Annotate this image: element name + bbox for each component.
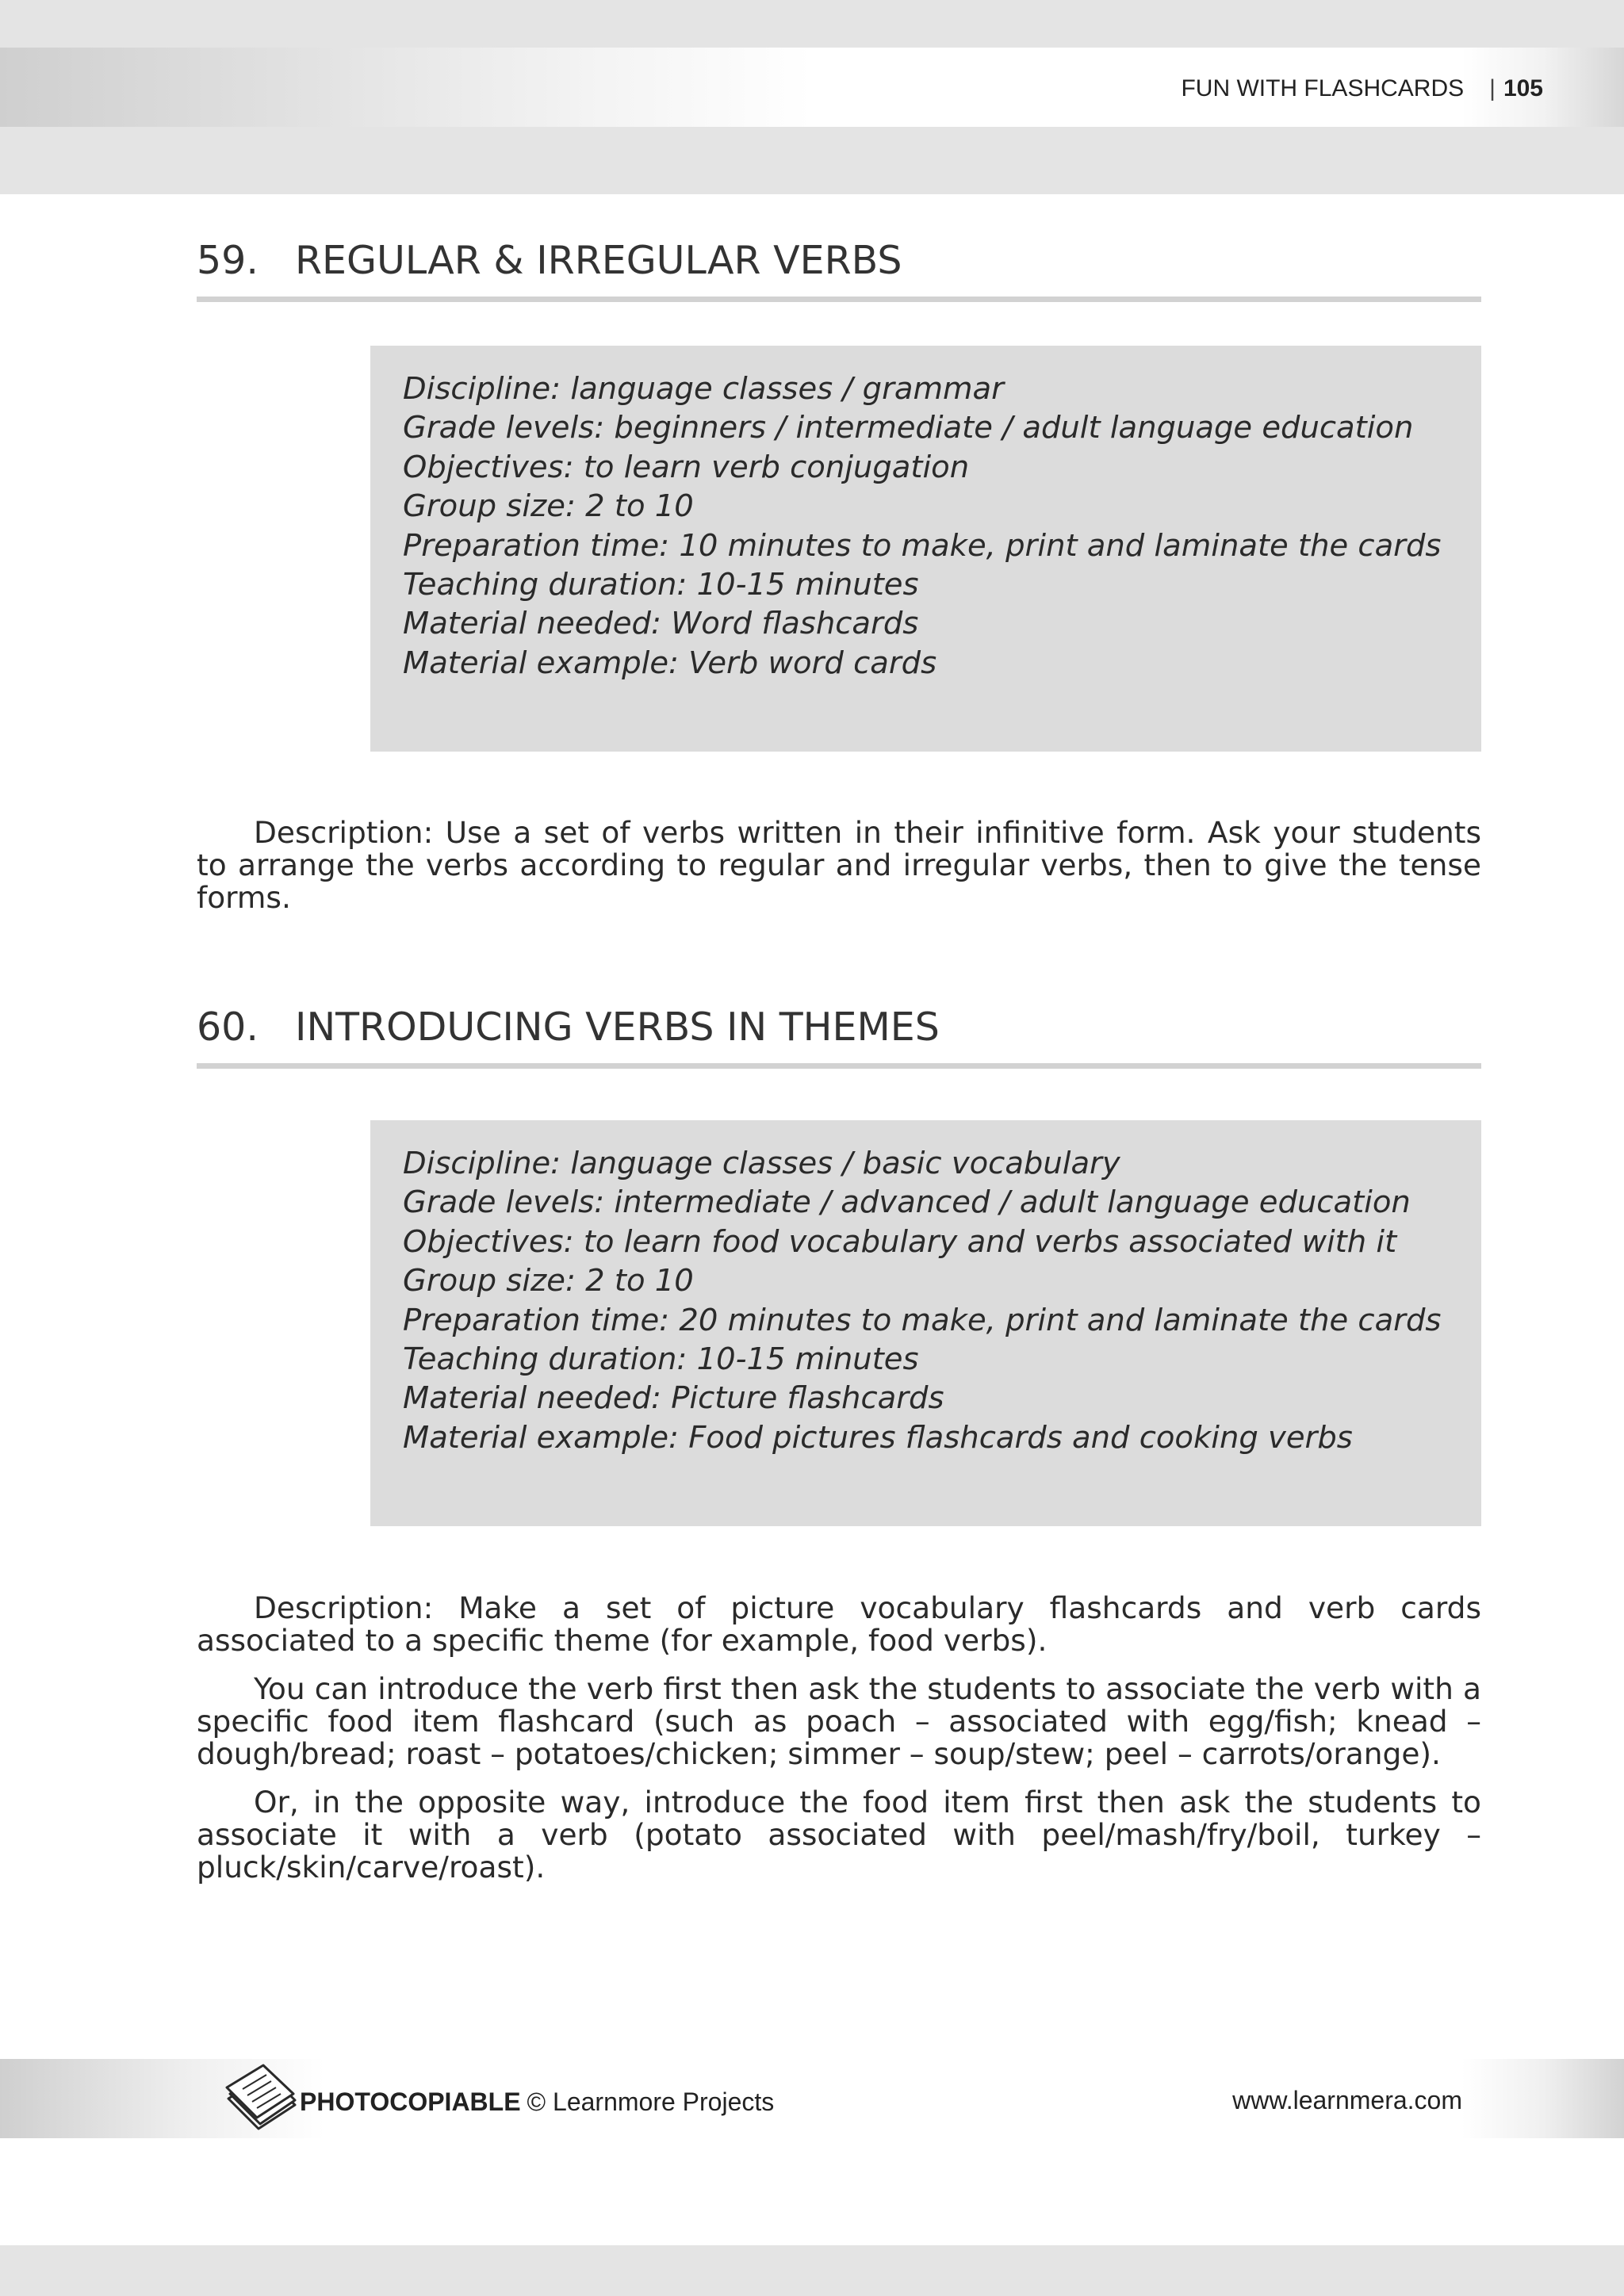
- activity-info-box-59: [370, 346, 1481, 752]
- info-material-example: Material example: Verb word cards: [403, 645, 937, 681]
- section-heading-59: [197, 238, 1481, 302]
- copyright-text: © Learnmore Projects: [527, 2087, 775, 2116]
- body-paragraph: Or, in the opposite way, introduce the food item first then ask the students to associate it with a verb (potato associated with peel/mash/fry/boil, turkey – pluck/skin/carve/roast).: [197, 1785, 1481, 1885]
- info-grade-levels: Grade levels: intermediate / advanced / adult language education: [403, 1184, 1411, 1221]
- section-title: REGULAR & IRREGULAR VERBS: [295, 238, 902, 283]
- header-separator: |: [1489, 75, 1496, 101]
- website-url: www.learnmera.com: [1232, 2086, 1462, 2114]
- body-paragraph: You can introduce the verb first then ask the students to associate the verb with a specific food item flashcard (such as poach – associated with egg/fish; knead – dough/bread; roast – potatoes/chicken; simmer – soup/stew; peel – carrots/orange).: [197, 1671, 1481, 1771]
- info-objectives: Objectives: to learn verb conjugation: [403, 449, 970, 485]
- photocopiable-label: PHOTOCOPIABLE: [300, 2087, 521, 2116]
- page-number: 105: [1503, 75, 1543, 101]
- footer-left: [222, 2058, 774, 2145]
- description-paragraph: Description: Use a set of verbs written in their infinitive form. Ask your students to arrange the verbs according to regular and irregular verbs, then to give the tense forms.: [197, 815, 1481, 915]
- info-material-needed: Material needed: Picture flashcards: [403, 1380, 944, 1417]
- info-group-size: Group size: 2 to 10: [403, 488, 694, 525]
- running-title: FUN WITH FLASHCARDS: [1181, 75, 1465, 101]
- section-heading-60: [197, 1004, 1481, 1069]
- description-paragraph: Description: Make a set of picture vocabulary flashcards and verb cards associated to a specific theme (for example, food verbs).: [197, 1590, 1481, 1658]
- info-discipline: Discipline: language classes / grammar: [403, 371, 1004, 407]
- info-material-needed: Material needed: Word flashcards: [403, 606, 919, 642]
- section-number: 60.: [197, 1004, 259, 1050]
- activity-info-box-60: [370, 1120, 1481, 1526]
- info-preparation-time: Preparation time: 20 minutes to make, print and laminate the cards: [403, 1302, 1442, 1338]
- description-59: [197, 817, 1481, 930]
- info-teaching-duration: Teaching duration: 10-15 minutes: [403, 1341, 919, 1378]
- info-preparation-time: Preparation time: 10 minutes to make, print and laminate the cards: [403, 527, 1442, 564]
- description-60: [197, 1592, 1481, 1900]
- section-title: INTRODUCING VERBS IN THEMES: [295, 1004, 940, 1050]
- info-objectives: Objectives: to learn food vocabulary and verbs associated with it: [403, 1223, 1397, 1260]
- bottom-margin-band: [0, 2245, 1624, 2296]
- info-teaching-duration: Teaching duration: 10-15 minutes: [403, 567, 919, 603]
- info-discipline: Discipline: language classes / basic vocabulary: [403, 1146, 1120, 1181]
- info-material-example: Material example: Food pictures flashcards and cooking verbs: [403, 1419, 1353, 1456]
- running-head: [1181, 71, 1543, 106]
- section-number: 59.: [197, 238, 259, 283]
- info-grade-levels: Grade levels: beginners / intermediate / adult language education: [403, 410, 1414, 446]
- stacked-papers-icon: [222, 2062, 300, 2141]
- info-group-size: Group size: 2 to 10: [403, 1263, 694, 1299]
